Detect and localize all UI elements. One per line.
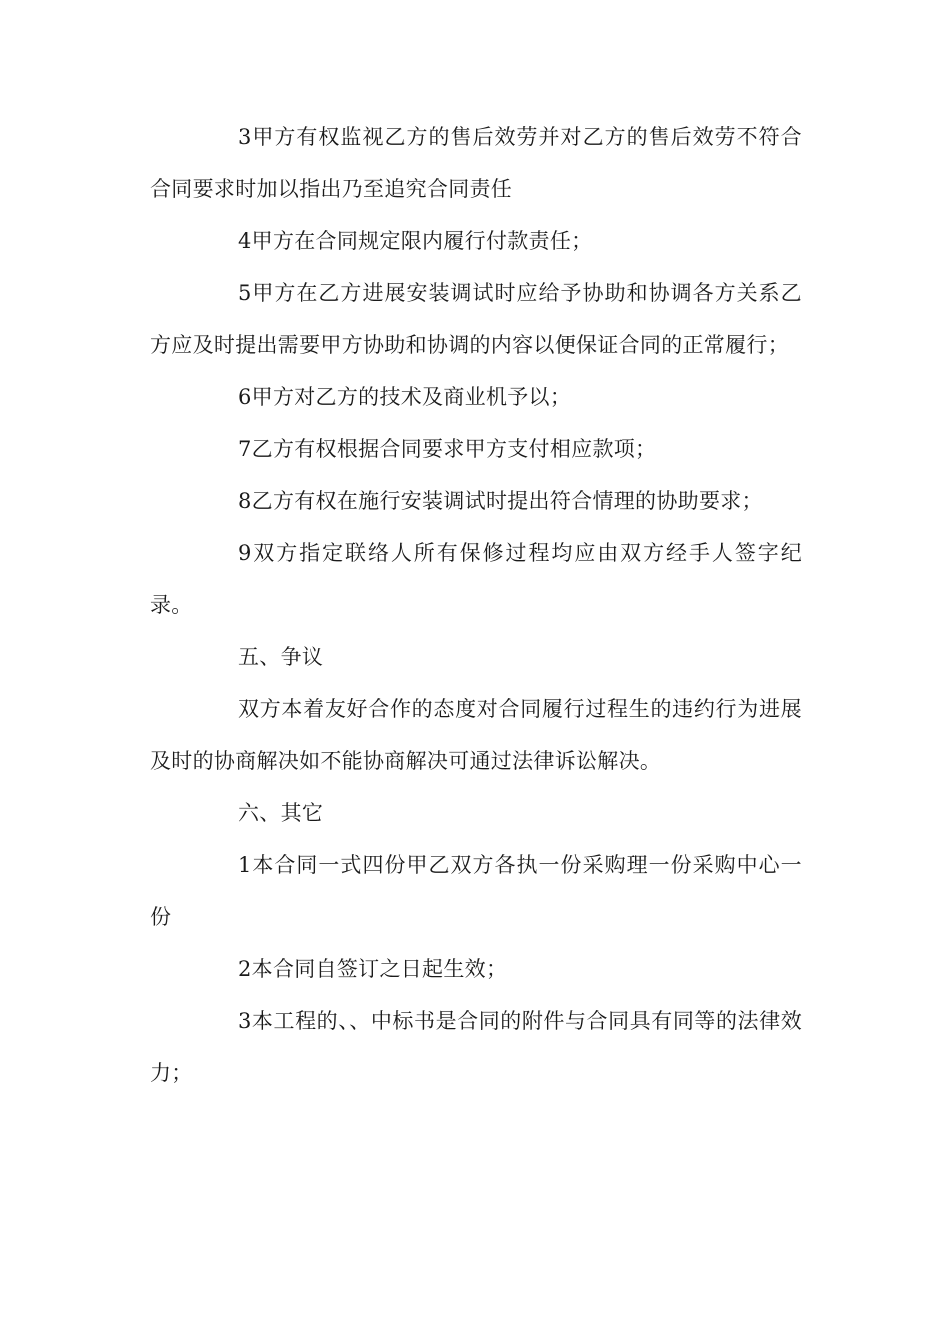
document-body xyxy=(150,111,802,1099)
section-heading-other: 六、其它 xyxy=(238,801,324,825)
paragraph-clause-6: 6甲方对乙方的技术及商业机予以； xyxy=(238,385,572,409)
paragraph-clause-8: 8乙方有权在施行安装调试时提出符合情理的协助要求； xyxy=(238,489,763,513)
paragraph-clause-3: 3甲方有权监视乙方的售后效劳并对乙方的售后效劳不符合合同要求时加以指出乃至追究合同责任 xyxy=(150,125,802,201)
paragraph-other-1: 1本合同一式四份甲乙双方各执一份采购理一份采购中心一份 xyxy=(150,853,802,929)
paragraph-other-3: 3本工程的、、中标书是合同的附件与合同具有同等的法律效力； xyxy=(150,1009,802,1085)
paragraph-clause-9: 9双方指定联络人所有保修过程均应由双方经手人签字纪录。 xyxy=(150,541,802,617)
paragraph-clause-7: 7乙方有权根据合同要求甲方支付相应款项； xyxy=(238,437,657,461)
paragraph-other-2: 2本合同自签订之日起生效； xyxy=(238,957,508,981)
section-heading-dispute: 五、争议 xyxy=(238,645,324,669)
paragraph-clause-5: 5甲方在乙方进展安装调试时应给予协助和协调各方关系乙方应及时提出需要甲方协助和协调的内容以便保证合同的正常履行； xyxy=(150,281,802,357)
paragraph-dispute: 双方本着友好合作的态度对合同履行过程生的违约行为进展及时的协商解决如不能协商解决可通过法律诉讼解决。 xyxy=(150,697,802,773)
paragraph-clause-4: 4甲方在合同规定限内履行付款责任； xyxy=(238,229,593,253)
